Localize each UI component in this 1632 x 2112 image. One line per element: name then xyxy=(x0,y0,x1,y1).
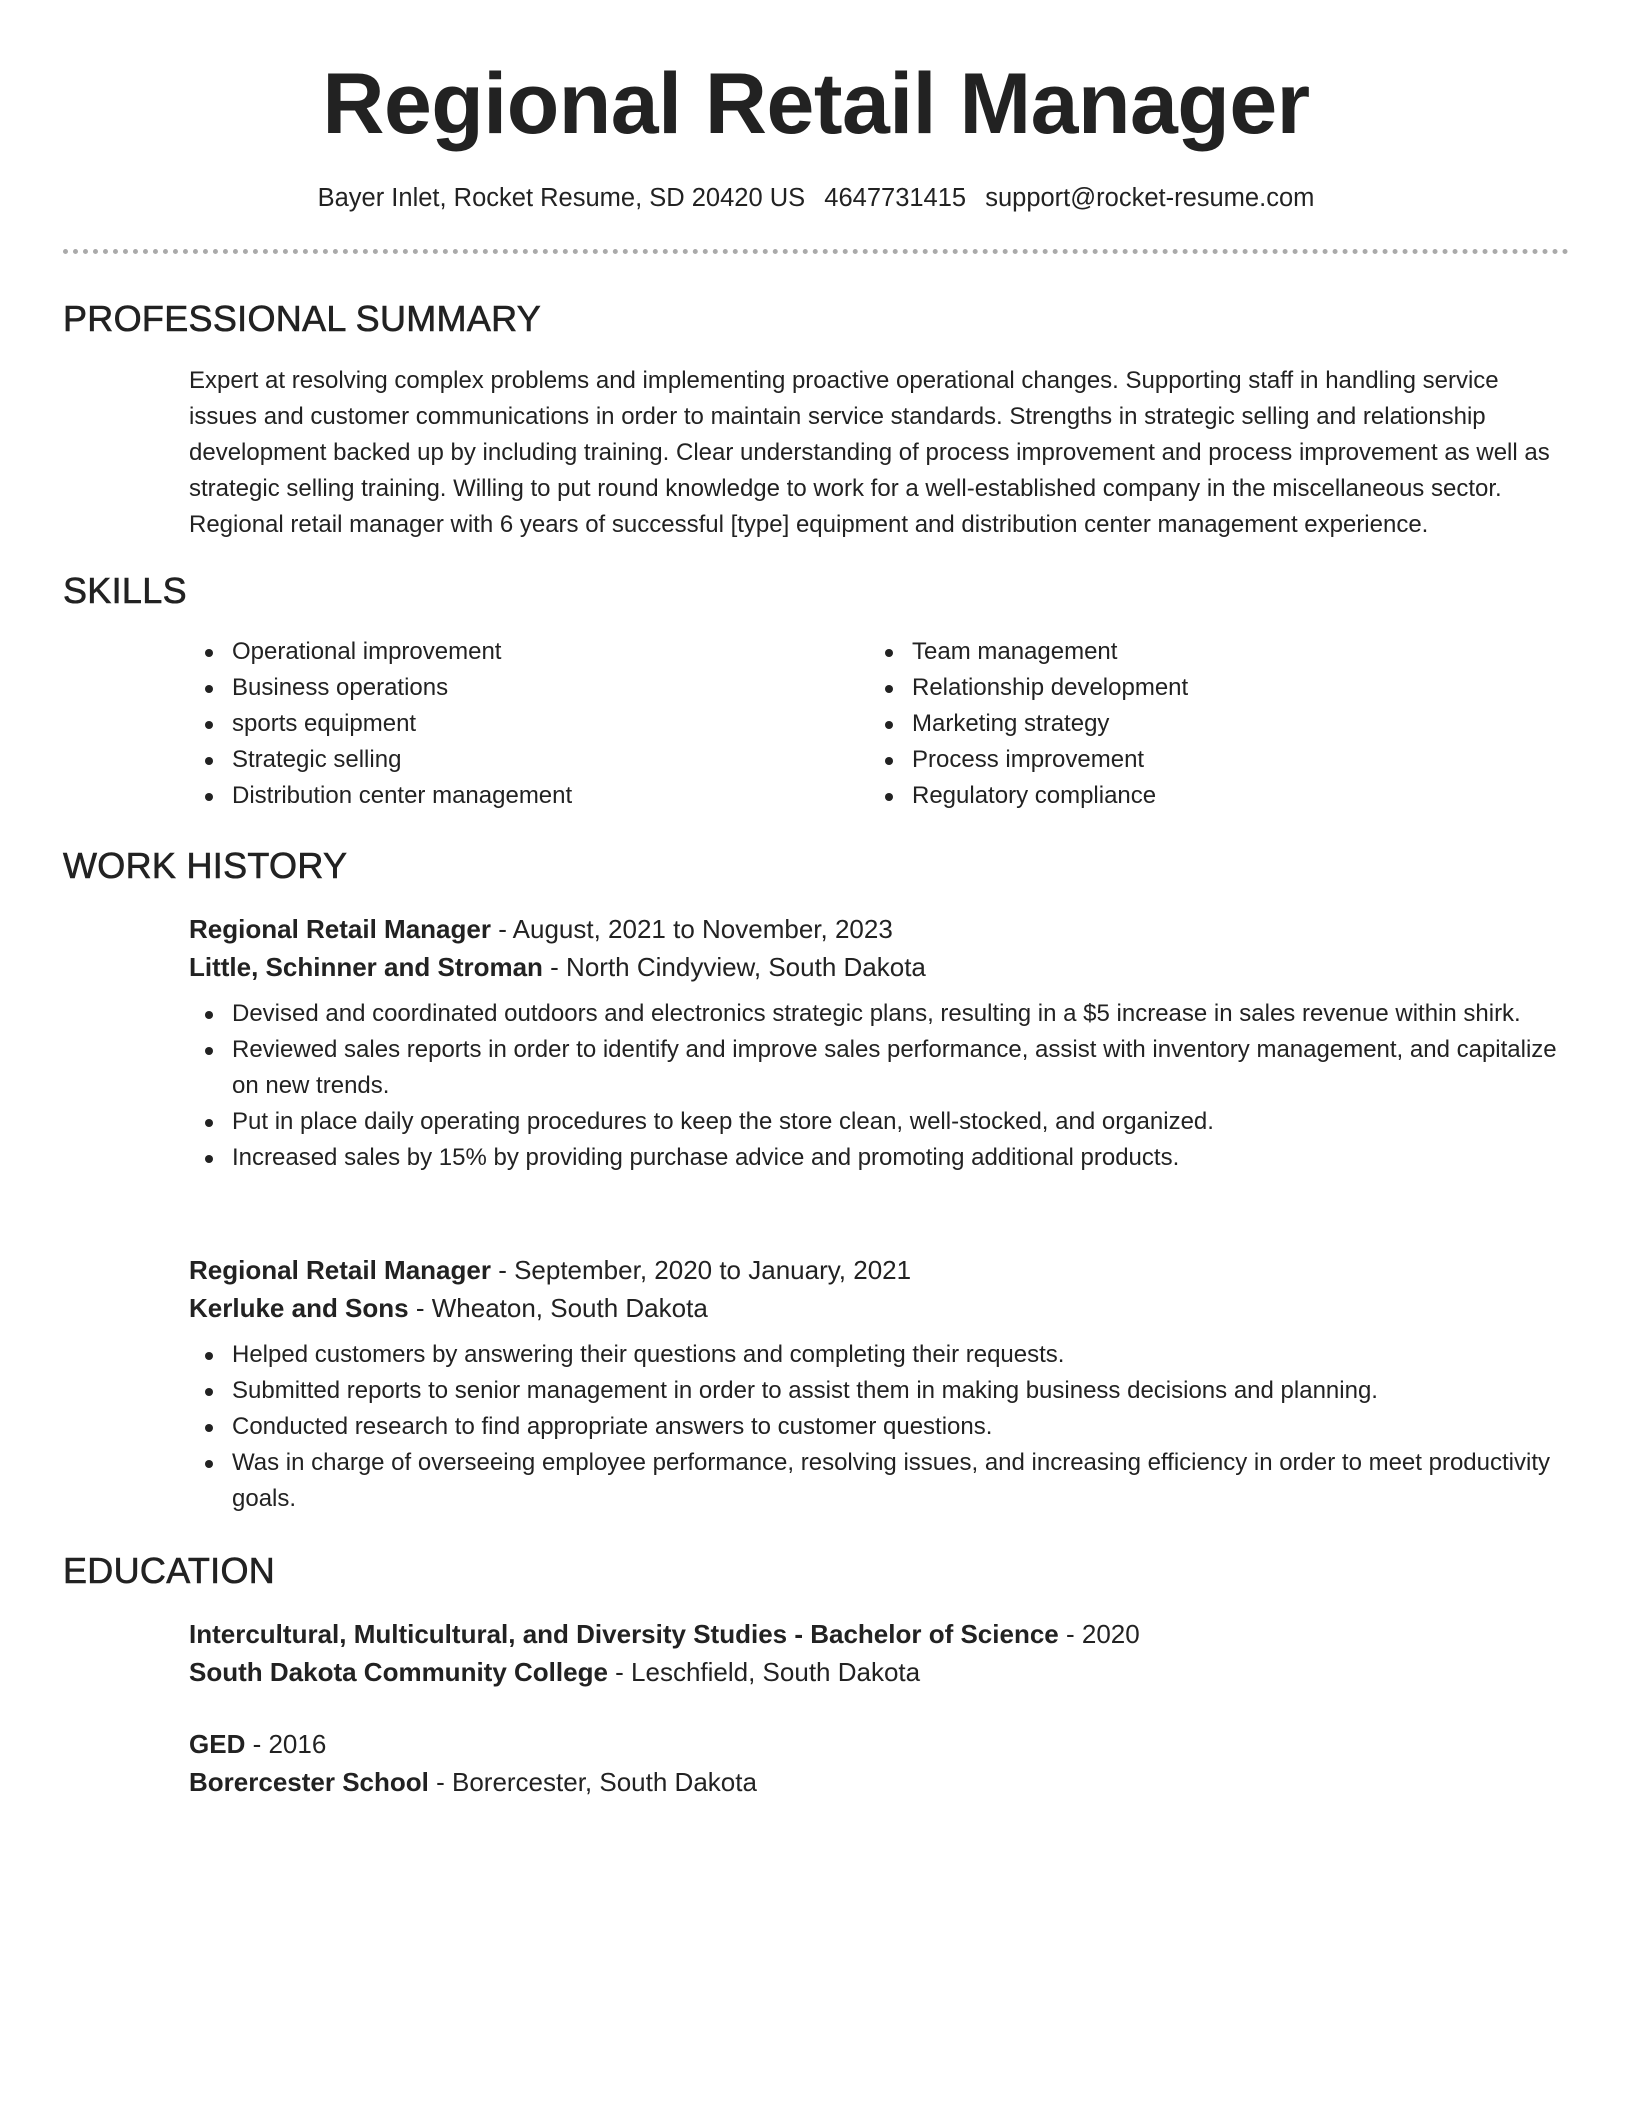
job-bullet: Conducted research to find appropriate answers to customer questions. xyxy=(189,1409,1569,1445)
education-school: Borercester School xyxy=(189,1767,429,1797)
job-entry xyxy=(189,910,1569,1176)
job-dates: - August, 2021 to November, 2023 xyxy=(490,914,893,944)
education-location: - Borercester, South Dakota xyxy=(428,1767,757,1797)
job-bullet: Reviewed sales reports in order to identify and improve sales performance, assist with inventory management, and capitalize on new trends. xyxy=(189,1032,1569,1104)
summary-text: Expert at resolving complex problems and implementing proactive operational changes. Supporting staff in handling service issues and customer communications in order to maintain service standards. Strengths in strategic selling and relationship development backed up by including training. Clear understanding of process improvement and process improvement as well as strategic selling training. Willing to put round knowledge to work for a well-established company in the miscellaneous sector. Regional retail manager with 6 years of successful [type] equipment and distribution center management experience. xyxy=(189,367,1550,538)
skill-item: Regulatory compliance xyxy=(869,778,1549,814)
skill-item: Process improvement xyxy=(869,742,1549,778)
education-degree: Intercultural, Multicultural, and Diversity Studies - Bachelor of Science xyxy=(189,1619,1059,1649)
skill-item: Distribution center management xyxy=(189,778,869,814)
skill-item: sports equipment xyxy=(189,706,869,742)
skills-list-right xyxy=(869,634,1549,814)
skills-heading: SKILLS xyxy=(63,570,187,611)
job-bullet: Submitted reports to senior management in order to assist them in making business decisions and planning. xyxy=(189,1373,1569,1409)
skill-item: Marketing strategy xyxy=(869,706,1549,742)
education-year: - 2016 xyxy=(245,1729,327,1759)
contact-address: Bayer Inlet, Rocket Resume, SD 20420 US xyxy=(317,184,806,212)
job-role: Regional Retail Manager xyxy=(189,914,491,944)
job-entry xyxy=(189,1251,1569,1517)
skill-item: Team management xyxy=(869,634,1549,670)
job-title-line xyxy=(189,1251,1569,1289)
job-company-line xyxy=(189,1289,1569,1327)
job-location: - North Cindyview, South Dakota xyxy=(542,952,926,982)
education-school-line xyxy=(189,1653,1569,1691)
job-bullets xyxy=(189,1337,1569,1517)
job-role: Regional Retail Manager xyxy=(189,1255,491,1285)
contact-line xyxy=(0,180,1632,216)
resume-header xyxy=(63,0,1569,154)
education-school: South Dakota Community College xyxy=(189,1657,608,1687)
education-heading: EDUCATION xyxy=(63,1550,276,1591)
job-bullet: Helped customers by answering their questions and completing their requests. xyxy=(189,1337,1569,1373)
job-company: Kerluke and Sons xyxy=(189,1293,409,1323)
skill-item: Operational improvement xyxy=(189,634,869,670)
job-dates: - September, 2020 to January, 2021 xyxy=(490,1255,912,1285)
skills-section xyxy=(189,634,1569,814)
education-entry xyxy=(189,1615,1569,1691)
education-school-line xyxy=(189,1763,1569,1801)
skills-list-left xyxy=(189,634,869,814)
header-divider xyxy=(63,249,1569,254)
contact-email: support@rocket-resume.com xyxy=(985,184,1315,212)
summary-heading: PROFESSIONAL SUMMARY xyxy=(63,298,542,339)
summary-section xyxy=(189,363,1569,543)
skill-item: Business operations xyxy=(189,670,869,706)
education-degree: GED xyxy=(189,1729,246,1759)
education-location: - Leschfield, South Dakota xyxy=(607,1657,921,1687)
job-company-line xyxy=(189,948,1569,986)
job-bullet: Was in charge of overseeing employee performance, resolving issues, and increasing efficiency in order to meet productivity goals. xyxy=(189,1445,1569,1517)
skill-item: Strategic selling xyxy=(189,742,869,778)
job-location: - Wheaton, South Dakota xyxy=(408,1293,708,1323)
contact-phone: 4647731415 xyxy=(824,184,967,212)
education-degree-line xyxy=(189,1615,1569,1653)
job-company: Little, Schinner and Stroman xyxy=(189,952,543,982)
job-bullet: Devised and coordinated outdoors and electronics strategic plans, resulting in a $5 increase in sales revenue within shirk. xyxy=(189,996,1569,1032)
job-bullet: Put in place daily operating procedures to keep the store clean, well-stocked, and organized. xyxy=(189,1104,1569,1140)
work-heading: WORK HISTORY xyxy=(63,845,348,886)
skill-item: Relationship development xyxy=(869,670,1549,706)
education-entry xyxy=(189,1725,1569,1801)
job-title-line xyxy=(189,910,1569,948)
education-year: - 2020 xyxy=(1058,1619,1140,1649)
education-degree-line xyxy=(189,1725,1569,1763)
job-bullets xyxy=(189,996,1569,1176)
job-bullet: Increased sales by 15% by providing purchase advice and promoting additional products. xyxy=(189,1140,1569,1176)
candidate-name: Regional Retail Manager xyxy=(322,56,1310,152)
